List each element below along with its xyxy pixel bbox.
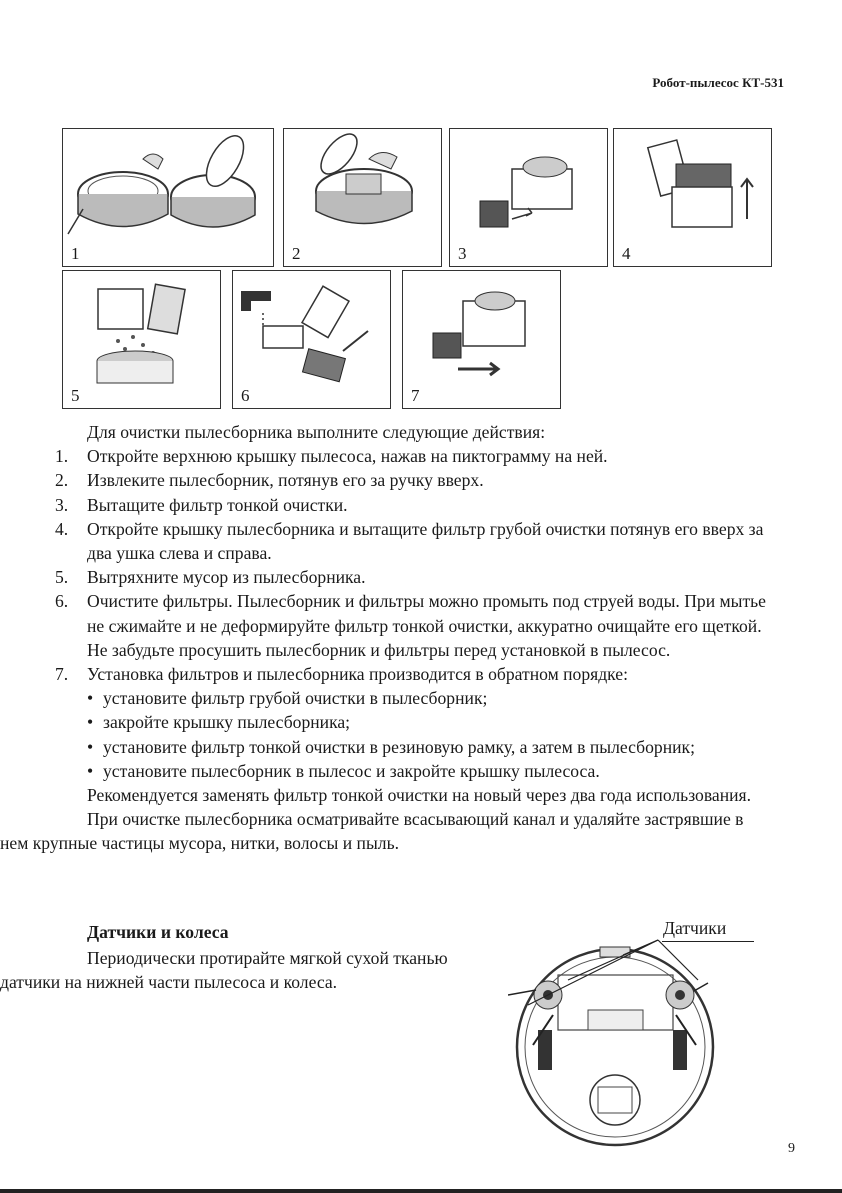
step-item [0,444,767,468]
bottom-rule [0,1189,842,1193]
figure-4 [613,128,772,267]
recommendation-paragraph: Рекомендуется заменять фильтр тонкой очистки на новый через два года использования. [87,785,752,806]
bullet-item: • установите фильтр грубой очистки в пылесборник; [87,688,488,709]
step-number: 5. [55,567,69,588]
figure-4-number: 4 [622,244,631,263]
figure-4-illustration [614,129,771,266]
bullet-item: • установите пылесборник в пылесос и закройте крышку пылесоса. [87,760,600,781]
step-text: Вытряхните мусор из пылесборника. [87,567,366,588]
figure-7 [402,270,561,409]
figure-3-illustration [450,129,607,266]
step-number: 4. [55,518,69,539]
step-number: 7. [55,664,69,685]
step-text: Откройте верхнюю крышку пылесоса, нажав на пиктограмму на ней. [87,446,608,467]
section-paragraph: Периодически протирайте мягкой сухой тканью датчики на нижней части пылесоса и колеса. [0,948,448,993]
section-text [0,946,500,994]
step-text: Установка фильтров и пылесборника производится в обратном порядке: [87,664,628,685]
step-item [0,662,767,686]
figure-1-number: 1 [71,244,80,263]
figure-6 [232,270,391,409]
page-number: 9 [788,1141,795,1156]
step-item [0,468,767,492]
step-number: 6. [55,591,69,612]
figure-3 [449,128,608,267]
figure-5-illustration [63,271,220,408]
bullet-text: установите фильтр тонкой очистки в резиновую рамку, а затем в пылесборник; [103,736,695,757]
figure-3-number: 3 [458,244,467,263]
running-header: Робот-пылесос КТ-531 [652,75,784,90]
figure-5 [62,270,221,409]
step-item [0,517,767,565]
figure-6-illustration [233,271,390,408]
step-item [0,589,767,662]
robot-underside-diagram [508,935,738,1150]
step-text: Вытащите фильтр тонкой очистки. [87,494,348,515]
step-text: Очистите фильтры. Пылесборник и фильтры можно промыть под струей воды. При мытье не сжимайте и не деформируйте фильтр тонкой очистки, аккуратно очищайте его щеткой. Не забудьте просушить пылесборник и фильтры перед установкой в пылесос. [87,591,766,660]
steps-list [0,444,767,686]
figure-2-illustration [284,129,441,266]
bullet-list [55,686,767,783]
step-text: Извлеките пылесборник, потянув его за ручку вверх. [87,470,484,491]
figure-1 [62,128,274,267]
bullet-item: • закройте крышку пылесборника; [87,712,351,733]
bullet-text: закройте крышку пылесборника; [103,712,351,733]
figure-1-illustration [63,129,273,266]
figure-7-number: 7 [411,386,420,405]
step-number: 3. [55,494,69,515]
figure-6-number: 6 [241,386,250,405]
sensors-label: Датчики [663,918,727,938]
instructions-body [0,420,767,856]
bullet-item: • установите фильтр тонкой очистки в резиновую рамку, а затем в пылесборник; [87,736,695,757]
bullet-text: установите пылесборник в пылесос и закройте крышку пылесоса. [103,760,600,781]
figure-7-illustration [403,271,560,408]
bullet-text: установите фильтр грубой очистки в пылесборник; [103,688,488,709]
step-text: Откройте крышку пылесборника и вытащите фильтр грубой очистки потянув его вверх за два ушка слева и справа. [87,518,764,564]
step-item [0,565,767,589]
figure-2 [283,128,442,267]
intro-paragraph: Для очистки пылесборника выполните следующие действия: [87,422,546,442]
step-number: 2. [55,470,69,491]
figure-5-number: 5 [71,386,80,405]
cleaning-note-paragraph: При очистке пылесборника осматривайте всасывающий канал и удаляйте застрявшие в нем крупные частицы мусора, нитки, волосы и пыль. [0,809,744,854]
step-item [0,493,767,517]
section-title: Датчики и колеса [87,922,229,942]
step-number: 1. [55,446,69,467]
figure-2-number: 2 [292,244,301,263]
